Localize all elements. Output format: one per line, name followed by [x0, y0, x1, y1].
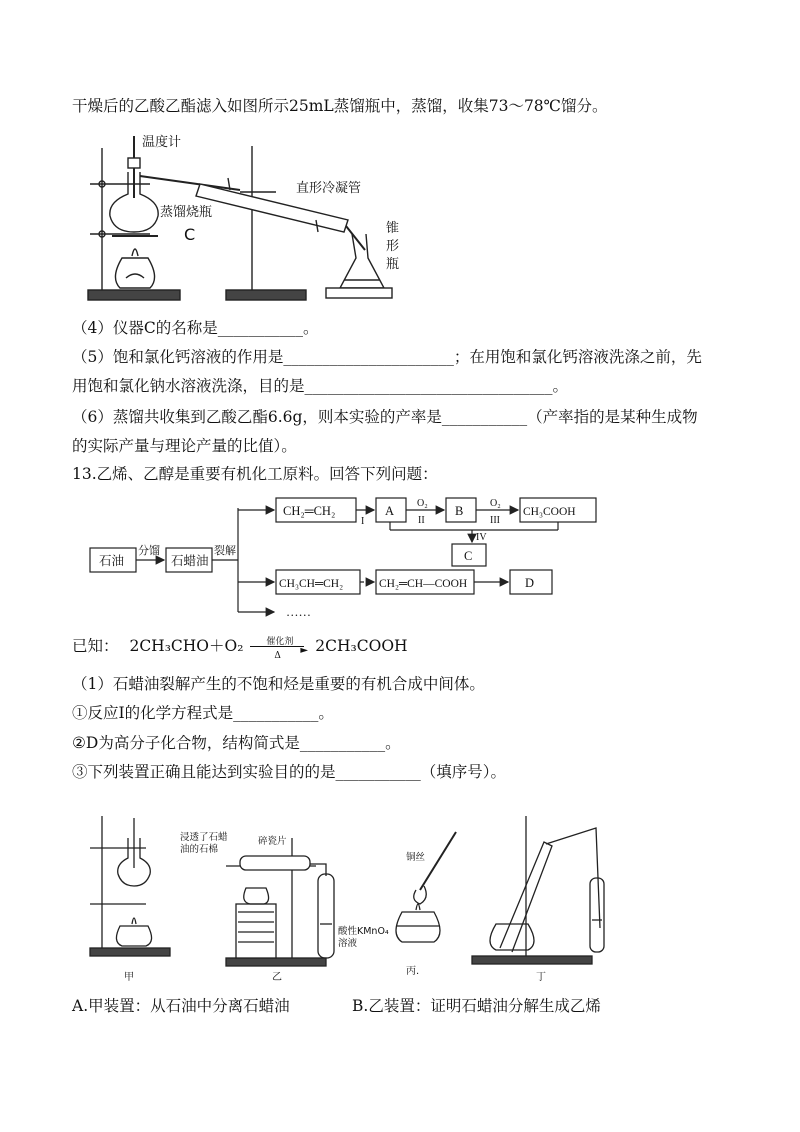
question-4: （4）仪器C的名称是___________。 — [72, 319, 319, 337]
condenser-label: 直形冷凝管 — [296, 181, 362, 196]
label-kmno4-1: 酸性KMnO₄ — [338, 926, 389, 937]
subquestion-1-part2: ②D为高分子化合物，结构简式是___________。 — [72, 734, 401, 752]
box-acrylic-acid: CH₂═CH—COOH — [379, 578, 468, 590]
label-soaked-2: 油的石棉 — [180, 844, 219, 855]
known-left: 2CH₃CHO＋O₂ — [129, 637, 244, 655]
subquestion-1-part3: ③下列装置正确且能达到实验目的的是___________（填序号）。 — [72, 763, 507, 781]
label-reaction-1: I — [361, 516, 365, 527]
four-apparatus — [76, 808, 636, 990]
reaction-arrow — [248, 636, 310, 661]
question-6-line2: 的实际产量与理论产量的比值）。 — [72, 437, 297, 455]
label-kmno4-2: 溶液 — [338, 938, 358, 949]
receiver-label-3: 瓶 — [386, 257, 400, 272]
question-5-line2: 用饱和氯化钠水溶液洗涤，目的是________________________________。 — [72, 377, 569, 395]
distillation-apparatus — [80, 128, 420, 306]
label-reaction-2: II — [418, 515, 425, 526]
known-label: 已知： — [72, 637, 119, 655]
heat-label: Δ — [274, 651, 281, 661]
label-o2-a: O₂ — [417, 498, 428, 509]
label-copper: 铜丝 — [406, 852, 426, 863]
option-b: B.乙装置：证明石蜡油分解生成乙烯 — [352, 997, 601, 1015]
arrow-head: ► — [300, 645, 309, 656]
box-b: B — [455, 504, 464, 518]
label-porcelain: 碎瓷片 — [258, 836, 287, 847]
box-acetic-acid: CH₃COOH — [523, 506, 576, 518]
label-fenliu: 分馏 — [138, 545, 160, 557]
option-a: A.甲装置：从石油中分离石蜡油 — [72, 997, 290, 1015]
box-propene: CH₃CH═CH₂ — [279, 578, 344, 590]
question-6-line1: （6）蒸馏共收集到乙酸乙酯6.6g，则本实验的产率是___________（产率指的是某种生成物 — [72, 408, 698, 426]
label-reaction-4: IV — [476, 532, 487, 543]
flow-diagram — [80, 494, 600, 624]
label-yi: 乙 — [272, 972, 282, 983]
subquestion-1-part1: ①反应I的化学方程式是___________。 — [72, 704, 334, 722]
c-label: C — [184, 225, 196, 244]
label-jia: 甲 — [124, 972, 134, 983]
box-ethylene: CH₂═CH₂ — [283, 504, 336, 518]
box-shiyou: 石油 — [99, 554, 125, 568]
label-o2-b: O₂ — [490, 498, 501, 509]
label-soaked-1: 浸透了石蜡 — [180, 832, 228, 843]
label-bing: 丙. — [406, 966, 420, 977]
box-d: D — [525, 576, 535, 590]
catalyst-label: 催化剂 — [266, 637, 294, 647]
label-reaction-3: III — [490, 515, 500, 526]
subquestion-1: （1）石蜡油裂解产生的不饱和烃是重要的有机合成中间体。 — [72, 675, 485, 693]
label-ding: 丁 — [536, 972, 546, 983]
intro-line: 干燥后的乙酸乙酯滤入如图所示25mL蒸馏瓶中，蒸馏，收集73～78℃馏分。 — [72, 97, 608, 115]
known-equation — [72, 636, 408, 660]
label-liejie: 裂解 — [214, 545, 236, 557]
thermometer-label: 温度计 — [142, 135, 182, 150]
box-a: A — [385, 504, 395, 518]
question-13-title: 13.乙烯、乙醇是重要有机化工原料。回答下列问题： — [72, 465, 438, 483]
question-5-line1: （5）饱和氯化钙溶液的作用是______________________；在用饱和氯化钙溶液洗涤之前，先 — [72, 348, 702, 366]
receiver-label-1: 锥 — [386, 221, 400, 236]
receiver-label-2: 形 — [386, 239, 400, 254]
known-right: 2CH₃COOH — [315, 637, 408, 655]
flask-label: 蒸馏烧瓶 — [160, 205, 213, 220]
flow-dots: …… — [286, 605, 311, 619]
box-c: C — [464, 549, 473, 563]
box-shilayou: 石蜡油 — [171, 554, 209, 568]
